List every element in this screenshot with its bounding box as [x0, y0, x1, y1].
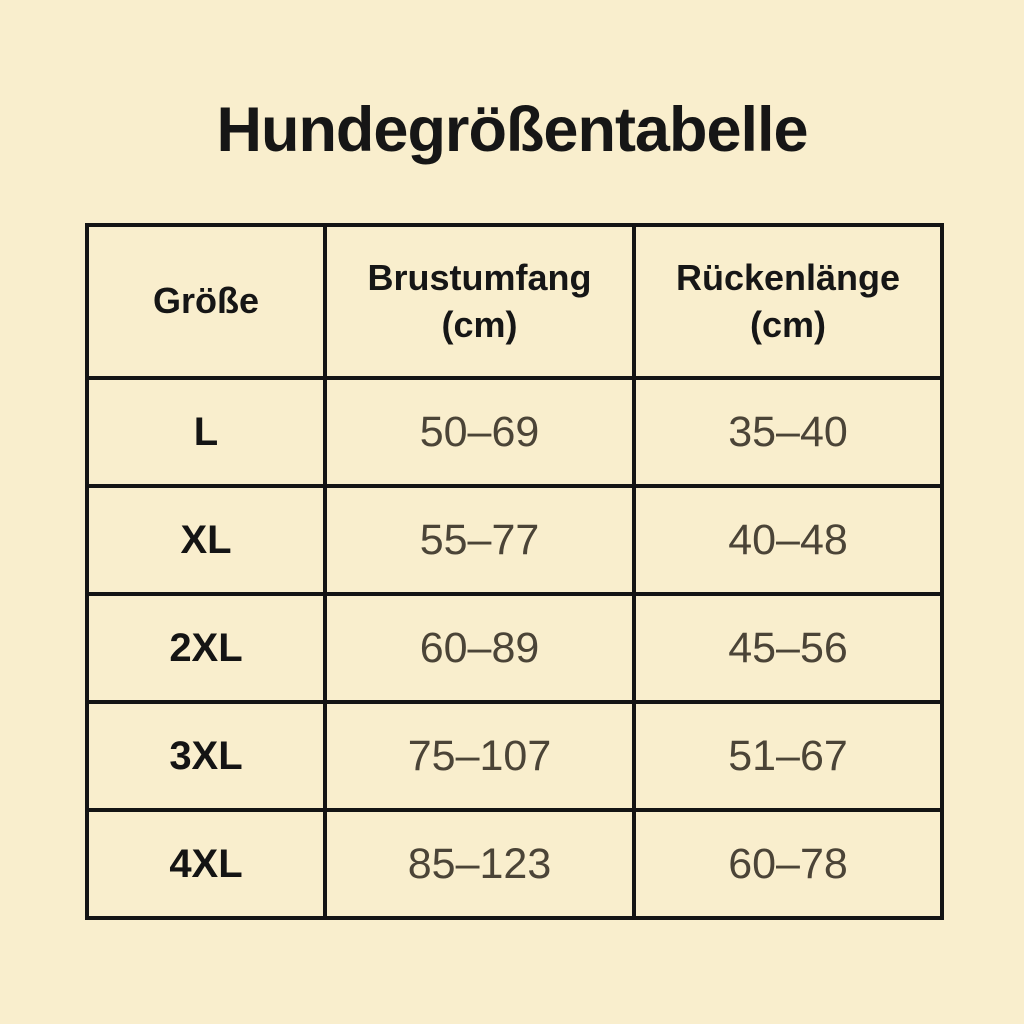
back-cell: 51–67	[634, 702, 942, 810]
chest-cell: 85–123	[325, 810, 634, 918]
back-cell: 45–56	[634, 594, 942, 702]
header-cell-size	[87, 225, 325, 378]
table-row	[87, 594, 942, 702]
column-unit: (cm)	[441, 303, 518, 345]
size-cell: XL	[87, 486, 325, 594]
size-chart-table	[85, 223, 944, 920]
chest-cell: 50–69	[325, 378, 634, 486]
table-row	[87, 378, 942, 486]
header-row	[87, 225, 942, 378]
back-cell: 40–48	[634, 486, 942, 594]
page-title: Hundegrößentabelle	[216, 95, 808, 165]
column-label: Brustumfang	[367, 256, 592, 298]
chest-cell: 55–77	[325, 486, 634, 594]
column-label: Größe	[152, 280, 259, 322]
header-cell-back	[634, 225, 942, 378]
column-label: Rückenlänge	[675, 256, 901, 298]
size-cell: 3XL	[87, 702, 325, 810]
chest-cell: 75–107	[325, 702, 634, 810]
table-row	[87, 486, 942, 594]
size-cell: 4XL	[87, 810, 325, 918]
column-unit: (cm)	[749, 303, 826, 345]
header-cell-chest	[325, 225, 634, 378]
back-cell: 35–40	[634, 378, 942, 486]
size-cell: L	[87, 378, 325, 486]
size-cell: 2XL	[87, 594, 325, 702]
table-row	[87, 702, 942, 810]
table-row	[87, 810, 942, 918]
back-cell: 60–78	[634, 810, 942, 918]
chest-cell: 60–89	[325, 594, 634, 702]
